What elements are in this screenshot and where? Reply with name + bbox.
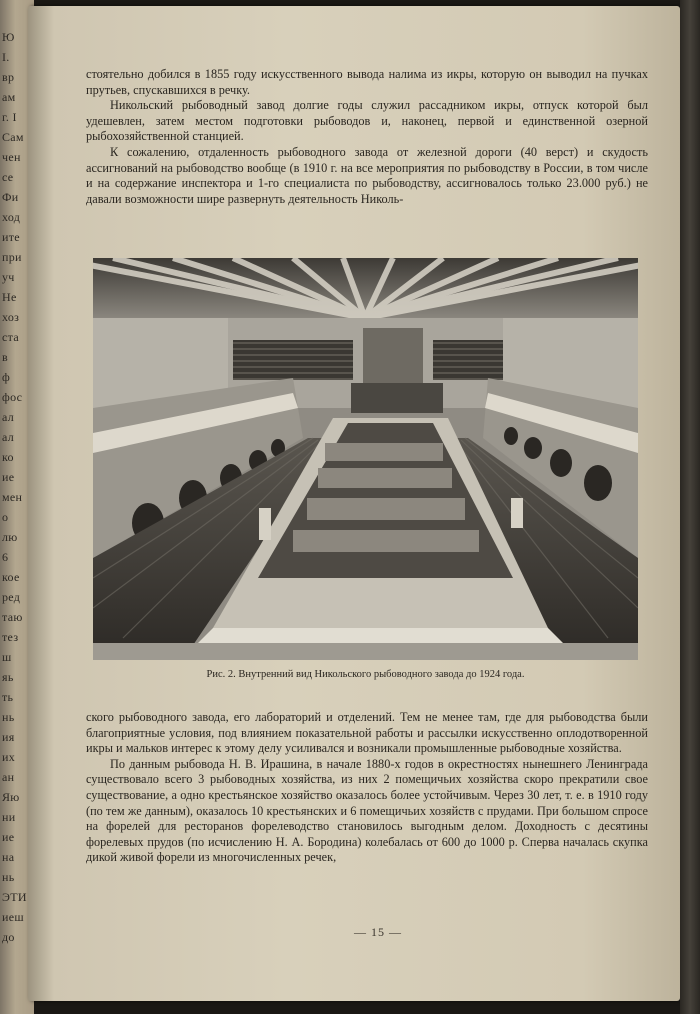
previous-page-fragment: вр xyxy=(2,70,15,84)
figure-caption: Рис. 2. Внутренний вид Никольского рыбоводного завода до 1924 года. xyxy=(206,669,525,680)
previous-page-fragment: г. І xyxy=(2,110,17,124)
previous-page-fragment: иеш xyxy=(2,910,24,924)
historic-photo xyxy=(93,258,638,660)
bottom-text-block xyxy=(86,710,648,866)
previous-page-fragment: ите xyxy=(2,230,20,244)
previous-page-fragment: ред xyxy=(2,590,21,604)
previous-page-fragment: ть xyxy=(2,690,14,704)
previous-page-fragment: Ю xyxy=(2,30,15,44)
previous-page-fragment: в xyxy=(2,350,8,364)
previous-page-fragment: ие xyxy=(2,830,15,844)
previous-page-fragment: о xyxy=(2,510,9,524)
previous-page-fragment: се xyxy=(2,170,14,184)
previous-page-fragment: ал xyxy=(2,410,15,424)
previous-page-fragment: таю xyxy=(2,610,23,624)
previous-page-fragment: ам xyxy=(2,90,16,104)
previous-page-fragment: до xyxy=(2,930,15,944)
previous-page-fragment: фос xyxy=(2,390,23,404)
previous-page-fragment: нь xyxy=(2,710,15,724)
previous-page-fragment: ста xyxy=(2,330,19,344)
previous-page-fragment: нь xyxy=(2,870,15,884)
previous-page-fragment: ЭТИ xyxy=(2,890,27,904)
previous-page-fragment: Яю xyxy=(2,790,20,804)
paragraph: стоятельно добился в 1855 году искусственного вывода налима из икры, которую он выводил на пучках прутьев, спускавшихся в речку. xyxy=(86,67,648,97)
previous-page-fragment: при xyxy=(2,250,22,264)
paragraph: По данным рыбовода Н. В. Ирашина, в начале 1880-х годов в окрестностях нынешнего Ленинграда существовало всего 3 рыбоводных хозяйства, из них 2 помещичьих хозяйства скоро прекратили свое существование, а одно крестьянское хозяйство оказалось более устойчивым. Через 30 лет, т. е. в 1910 году (по тем же данным), оказалось 10 крестьянских и 6 помещичьих хозяйств с прудами. При большом спросе на форелей для ресторанов форелеводство становилось выгодным делом. Доходность с десятины форелевых прудов (по исчислению Н. А. Бородина) колебалась от 600 до 1000 р. Сперва началась скупка дикой живой форели из многочисленных речек, xyxy=(86,756,648,865)
previous-page-fragment: ф xyxy=(2,370,11,384)
previous-page-fragment: ия xyxy=(2,730,15,744)
book-page xyxy=(28,6,680,1001)
previous-page-fragment: 6 xyxy=(2,550,9,564)
previous-page-fragment: ан xyxy=(2,770,15,784)
previous-page-fragment: на xyxy=(2,850,15,864)
previous-page-fragment: хоз xyxy=(2,310,20,324)
previous-page-fragment: тез xyxy=(2,630,19,644)
previous-page-fragment: кое xyxy=(2,570,20,584)
paragraph: ского рыбоводного завода, его лабораторий и отделений. Тем не менее там, где для рыбоводства были благоприятные условия, под влиянием показательной работы и рассылки искусственно оплодотворенной икры и мальков интерес к этому делу усиливался и возникали промышленные рыбоводные хозяйства. xyxy=(86,710,648,756)
book-right-edge xyxy=(680,0,700,1014)
previous-page-fragment: ие xyxy=(2,470,15,484)
previous-page-fragment: их xyxy=(2,750,16,764)
previous-page-fragment: Фи xyxy=(2,190,19,204)
previous-page-fragment: I. xyxy=(2,50,10,64)
previous-page-fragment: ко xyxy=(2,450,14,464)
previous-page-fragment: мен xyxy=(2,490,23,504)
previous-page-fragment: ш xyxy=(2,650,12,664)
previous-page-fragment: Не xyxy=(2,290,17,304)
previous-page-fragment: яь xyxy=(2,670,14,684)
page-number: — 15 — xyxy=(354,925,402,939)
previous-page-fragment: лю xyxy=(2,530,18,544)
previous-page-fragment: ни xyxy=(2,810,16,824)
top-text-block xyxy=(86,67,648,207)
previous-page-fragment: чен xyxy=(2,150,21,164)
previous-page-fragment: уч xyxy=(2,270,15,284)
previous-page-fragment: ал xyxy=(2,430,15,444)
paragraph: К сожалению, отдаленность рыбоводного завода от железной дороги (40 верст) и скудость ассигнований на рыбоводство вообще (в 1910 г. на все мероприятия по рыбоводству в России, в том числе и на содержание инспектора и 1-го специалиста по рыбоводству, ассигновалось только 23.000 руб.) не давали возможности шире развернуть деятельность Николь- xyxy=(86,144,648,206)
previous-page-fragment: ход xyxy=(2,210,21,224)
paragraph: Никольский рыбоводный завод долгие годы служил рассадником икры, отпуск которой был удешевлен, затем местом подготовки рыбоводов и, наконец, первой и единственной озерной рыбохозяйственной станцией. xyxy=(86,98,648,144)
previous-page-fragment: Сам xyxy=(2,130,24,144)
